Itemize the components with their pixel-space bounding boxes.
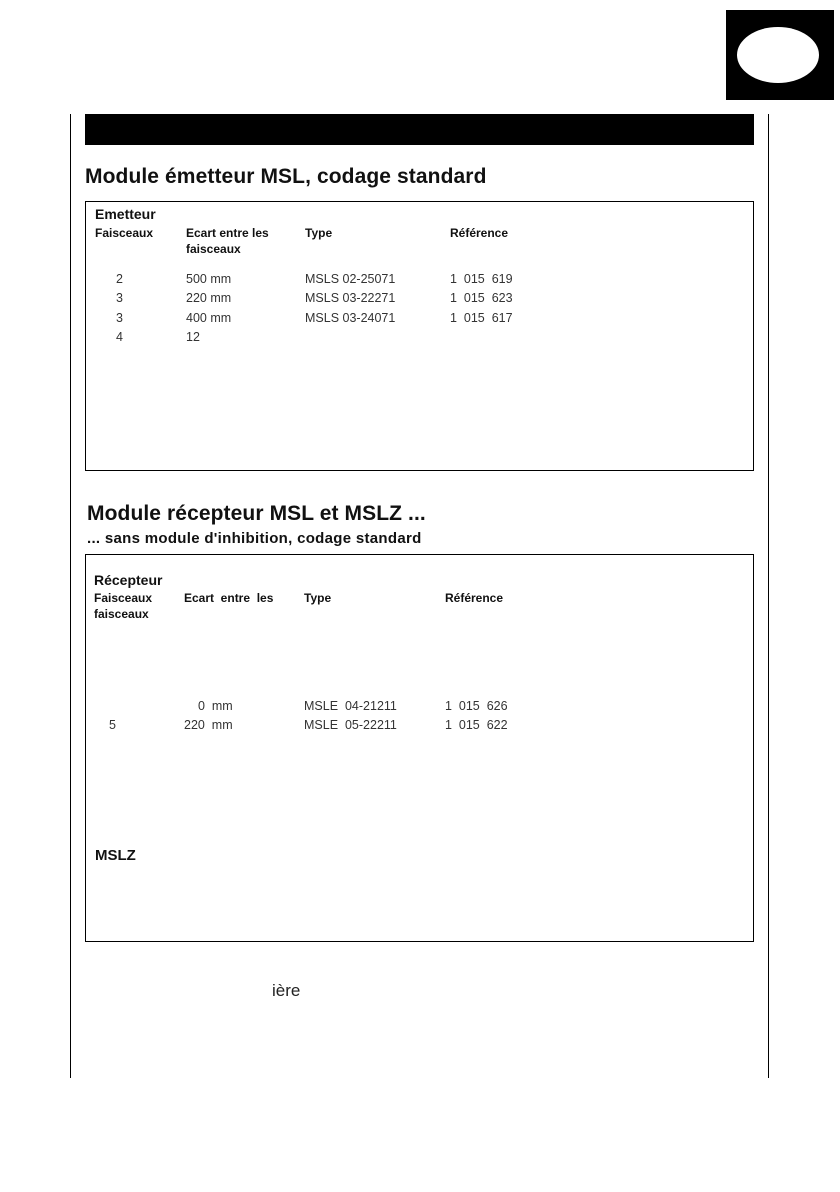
receiver-section-subtitle: ... sans module d'inhibition, codage standard	[87, 530, 422, 547]
emitter-row-4-beams: 4	[116, 330, 123, 344]
receiver-table-box	[85, 554, 754, 942]
corner-oval	[737, 27, 819, 83]
receiver-row-2-beams: 5	[109, 718, 116, 732]
emitter-row-2-reference: 1 015 623	[450, 291, 513, 305]
emitter-row-1-reference: 1 015 619	[450, 272, 513, 286]
emitter-section-title: Module émetteur MSL, codage standard	[85, 165, 487, 188]
receiver-header-type: Type	[304, 591, 332, 605]
section-header-bar	[85, 114, 754, 145]
receiver-header-spacing: Ecart entre les	[184, 591, 274, 605]
emitter-row-4-spacing: 12	[186, 330, 200, 344]
receiver-header-beams-line2: faisceaux	[94, 607, 149, 621]
page-rule-right	[768, 114, 769, 1078]
receiver-row-2-type: MSLE 05-22211	[304, 718, 397, 732]
emitter-row-3-spacing: 400 mm	[186, 311, 232, 325]
emitter-row-3-type: MSLS 03-24071	[305, 311, 396, 325]
emitter-header-reference: Référence	[450, 226, 509, 240]
receiver-group-label: Récepteur	[94, 572, 163, 588]
page-rule-left	[70, 114, 71, 1078]
emitter-group-label: Emetteur	[95, 206, 156, 222]
emitter-row-2-spacing: 220 mm	[186, 291, 232, 305]
emitter-header-spacing-line1: Ecart entre les	[186, 226, 269, 240]
emitter-row-3-beams: 3	[116, 311, 123, 325]
receiver-section-title: Module récepteur MSL et MSLZ ...	[87, 502, 426, 525]
text-fragment: ière	[272, 981, 301, 1000]
emitter-row-1-beams: 2	[116, 272, 123, 286]
receiver-row-1-type: MSLE 04-21211	[304, 699, 397, 713]
receiver-row-2-reference: 1 015 622	[445, 718, 508, 732]
emitter-header-beams: Faisceaux	[95, 226, 154, 240]
receiver-header-beams-line1: Faisceaux	[94, 591, 153, 605]
emitter-header-type: Type	[305, 226, 333, 240]
emitter-header-spacing-line2: faisceaux	[186, 242, 241, 256]
mslz-label: MSLZ	[95, 847, 136, 864]
corner-tab	[726, 10, 834, 100]
receiver-row-2-spacing: 220 mm	[184, 718, 233, 732]
receiver-row-1-reference: 1 015 626	[445, 699, 508, 713]
emitter-row-2-beams: 3	[116, 291, 123, 305]
receiver-header-reference: Référence	[445, 591, 504, 605]
emitter-row-3-reference: 1 015 617	[450, 311, 513, 325]
emitter-row-1-spacing: 500 mm	[186, 272, 232, 286]
emitter-row-1-type: MSLS 02-25071	[305, 272, 396, 286]
receiver-row-1-spacing: 0 mm	[198, 699, 233, 713]
emitter-row-2-type: MSLS 03-22271	[305, 291, 396, 305]
